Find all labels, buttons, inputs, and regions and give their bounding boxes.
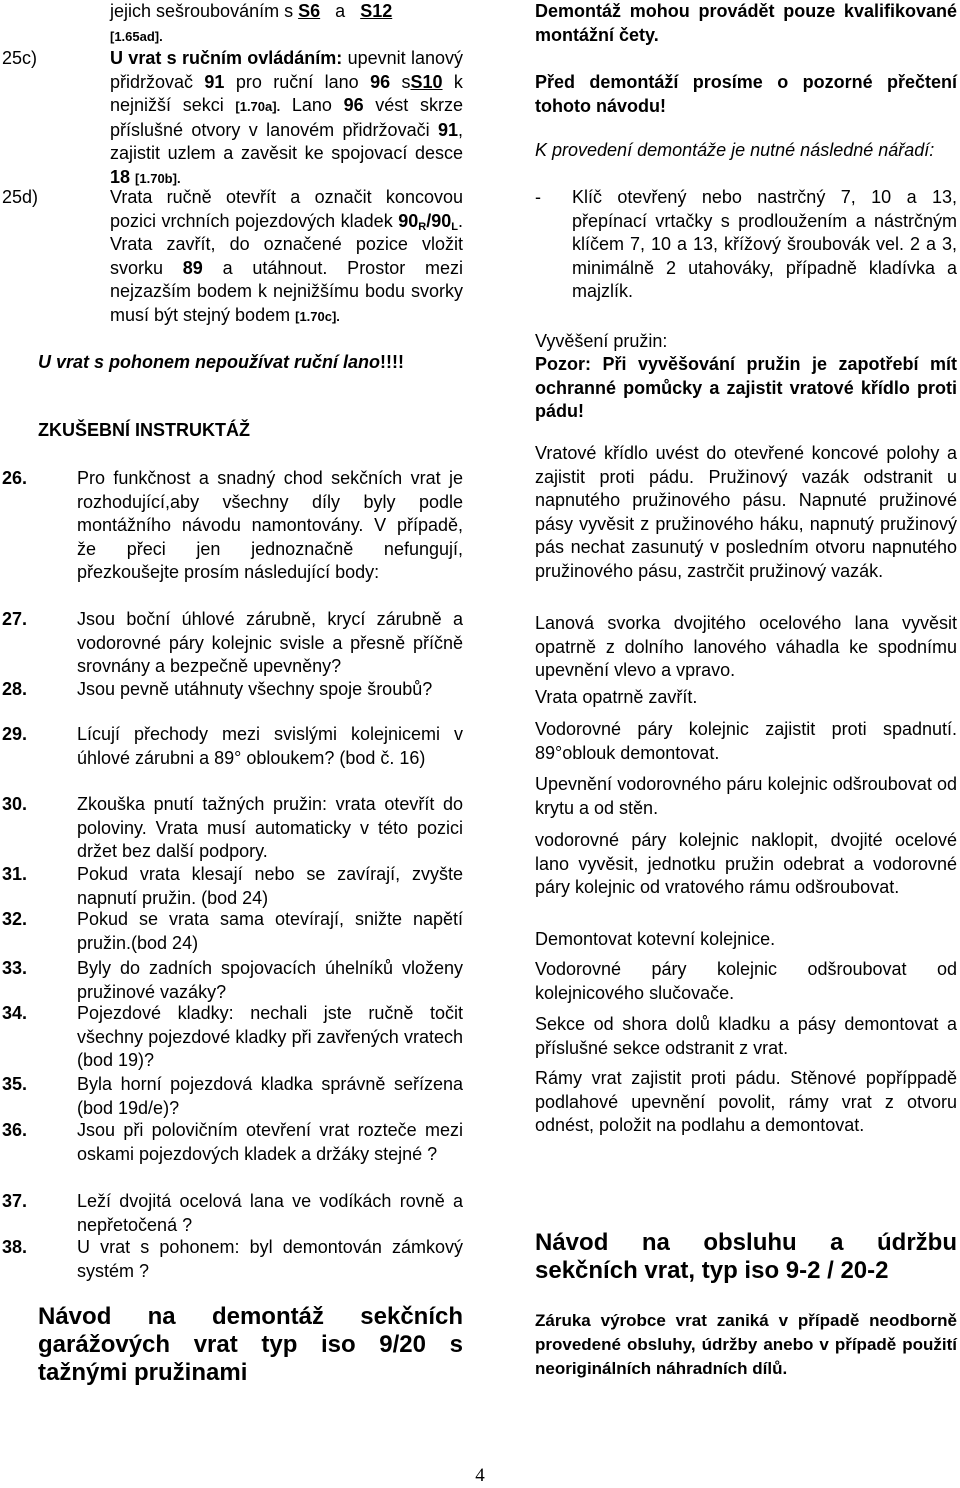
test-heading: ZKUŠEBNÍ INSTRUKTÁŽ <box>38 420 250 440</box>
pohon-warning: U vrat s pohonem nepoužívat ruční lano!!!! <box>38 352 405 372</box>
check-text: Jsou boční úhlové zárubně, krycí zárubně a vodorovné páry kolejnic svisle a přesně příčně srovnány a bezpečně upevněny? <box>77 609 463 677</box>
check-text: U vrat s pohonem: byl demontován zámkový systém ? <box>77 1237 463 1281</box>
check-item <box>2 723 463 770</box>
check-item <box>2 1002 463 1073</box>
check-number: 36. <box>2 1120 28 1140</box>
check-number: 28. <box>2 679 28 699</box>
springs-heading: Vyvěšení pružin: <box>535 331 668 351</box>
springs-warning: Pozor: Při vyvěšování pružin je zapotřebí mít ochranné pomůcky a zajistit vratové křídlo proti pádu! <box>535 354 957 422</box>
check-item <box>2 678 463 702</box>
check-number: 38. <box>2 1237 28 1257</box>
procedure-paragraph: Vodorovné páry kolejnic odšroubovat od kolejnicového slučovače. <box>535 959 957 1003</box>
check-text: Pojezdové kladky: nechali jste ručně točit všechny pojezdové kladky při zavřených vratech (bod 19)? <box>77 1003 463 1071</box>
check-text: Byla horní pojezdová kladka správně seřízena (bod 19d/e)? <box>77 1074 463 1118</box>
check-number: 34. <box>2 1003 28 1023</box>
check-text: Byly do zadních spojovacích úhelníků vloženy pružinové vazáky? <box>77 958 463 1002</box>
check-text: Lícují přechody mezi svislými kolejnicemi v úhlové zárubni a 89° obloukem? (bod č. 16) <box>77 724 463 768</box>
check-item <box>2 608 463 679</box>
warranty-note: Záruka výrobce vrat zaniká v případě neodborně provedené obsluhy, údržby anebo v případě použití neoriginálních náhradních dílů. <box>535 1311 957 1378</box>
procedure-paragraph: Vodorovné páry kolejnic zajistit proti spadnutí. 89°oblouk demontovat. <box>535 719 957 763</box>
tools-list: - Klíč otevřený nebo nastrčný 7, 10 a 13, přepínací vrtačky s prodloužením a nástrčným klíčem 7, 10 a 13, křížový šroubovák vel. 2 a 3, minimálně 2 utahováky, případně kladívka a majzlík. <box>535 186 957 304</box>
intro-read-first: Před demontáží prosíme o pozorné přečtení tohoto návodu! <box>535 72 957 116</box>
procedure-paragraph: Vrata opatrně zavřít. <box>535 687 698 707</box>
check-number: 27. <box>2 609 28 629</box>
check-item <box>2 908 463 955</box>
manual-heading: Návod na obsluhu a údržbu sekčních vrat, typ iso 9-2 / 20-2 <box>535 1229 957 1284</box>
check-number: 32. <box>2 909 28 929</box>
check-number: 33. <box>2 958 28 978</box>
tools-list-item: Klíč otevřený nebo nastrčný 7, 10 a 13, přepínací vrtačky s prodloužením a nástrčným klíčem 7, 10 a 13, křížový šroubovák vel. 2 a 3, minimálně 2 utahováky, případně kladívka a majzlík. <box>572 187 957 302</box>
check-item <box>2 467 463 585</box>
tools-heading: K provedení demontáže je nutné následné nářadí: <box>535 140 935 160</box>
check-item <box>2 957 463 1004</box>
check-text: Pro funkčnost a snadný chod sekčních vrat je rozhodující,aby všechny díly byly podle montážního návodu namontovány. V případě, že přeci jen jednoznačně nefungují, přezkoušejte prosím následující body: <box>77 468 463 583</box>
check-number: 30. <box>2 794 28 814</box>
procedure-paragraph: Demontovat kotevní kolejnice. <box>535 929 776 949</box>
check-number: 31. <box>2 864 28 884</box>
step-25b-continuation: jejich sešroubováním s S6 a S12 [1.65ad]. <box>110 1 393 44</box>
check-text: Pokud vrata klesají nebo se zavírají, zvyšte napnutí pružin. (bod 24) <box>77 864 463 908</box>
demontaz-heading: Návod na demontáž sekčních garážových vrat typ iso 9/20 s tažnými pružinami <box>38 1303 463 1386</box>
procedure-paragraph: Vratové křídlo uvést do otevřené koncové polohy a zajistit proti pádu. Pružinový vazák odstranit u napnutého pružinového pásu. Napnuté pružinové pásy vyvěsit z pružinového háku, napnutý pružinový pás nechat zasunutý v posledním otvoru napnutého pružinového pásu, zastrčit pružinový vazák. <box>535 443 957 581</box>
procedure-paragraph: Rámy vrat zajistit proti pádu. Stěnové popříppadě podlahové upevnění povolit, rámy vrat z otvoru odnést, položit na podlahu a demontovat. <box>535 1068 957 1136</box>
procedure-paragraph: Lanová svorka dvojitého ocelového lana vyvěsit opatrně z dolního lanového váhadla ke spodnímu upevnění vlevo a vpravo. <box>535 613 957 681</box>
procedure-paragraph: Upevnění vodorovného páru kolejnic odšroubovat od krytu a od stěn. <box>535 774 957 818</box>
check-item <box>2 1236 463 1283</box>
check-number: 26. <box>2 468 28 488</box>
check-text: Jsou při polovičním otevření vrat rozteče mezi oskami pojezdových kladek a držáky stejné ? <box>77 1120 463 1164</box>
check-item <box>2 793 463 864</box>
check-item <box>2 1073 463 1120</box>
page-number: 4 <box>475 1465 485 1486</box>
check-text: Zkouška pnutí tažných pružin: vrata otevřít do poloviny. Vrata musí automaticky v této pozici držet bez další podpory. <box>77 794 463 862</box>
step-label: 25c) <box>2 48 38 68</box>
procedure-paragraph: Sekce od shora dolů kladku a pásy demontovat a příslušné sekce odstranit z vrat. <box>535 1014 957 1058</box>
step-25d: 25d) Vrata ručně otevřít a označit koncovou pozici vrchních pojezdových kladek $90_R/90_L$. Vrata zavřít, do označené pozice vložit svorku 89 a utáhnout. Prostor mezi nejzazším bodem k nejnižšímu bodu svorky musí být stejný bodem [1.70c]. <box>2 187 463 325</box>
check-number: 37. <box>2 1191 28 1211</box>
step-25c: 25c) U vrat s ručním ovládáním: upevnit lanový přidržovač 91 pro ruční lano 96 sS10 k nejnižší sekci [1.70a]. Lano 96 vést skrze příslušné otvory v lanovém přidržovači 91, zajistit uzlem a zavěsit ke spojovací desce 18 [1.70b]. <box>2 48 463 187</box>
check-item <box>2 1119 463 1166</box>
procedure-paragraph: vodorovné páry kolejnic naklopit, dvojité ocelové lano vyvěsit, jednotku pružin odebrat a vodorovné páry kolejnic od vratového rámu odšroubovat. <box>535 830 957 898</box>
check-number: 35. <box>2 1074 28 1094</box>
check-number: 29. <box>2 724 28 744</box>
check-item <box>2 863 463 910</box>
check-text: Jsou pevně utáhnuty všechny spoje šroubů? <box>77 679 433 699</box>
intro-qualified: Demontáž mohou provádět pouze kvalifikované montážní čety. <box>535 1 957 45</box>
check-text: Pokud se vrata sama otevírají, snižte napětí pružin.(bod 24) <box>77 909 463 953</box>
step-label: 25d) <box>2 187 39 207</box>
check-text: Leží dvojitá ocelová lana ve vodíkách rovně a nepřetočená ? <box>77 1191 463 1235</box>
check-item <box>2 1190 463 1237</box>
